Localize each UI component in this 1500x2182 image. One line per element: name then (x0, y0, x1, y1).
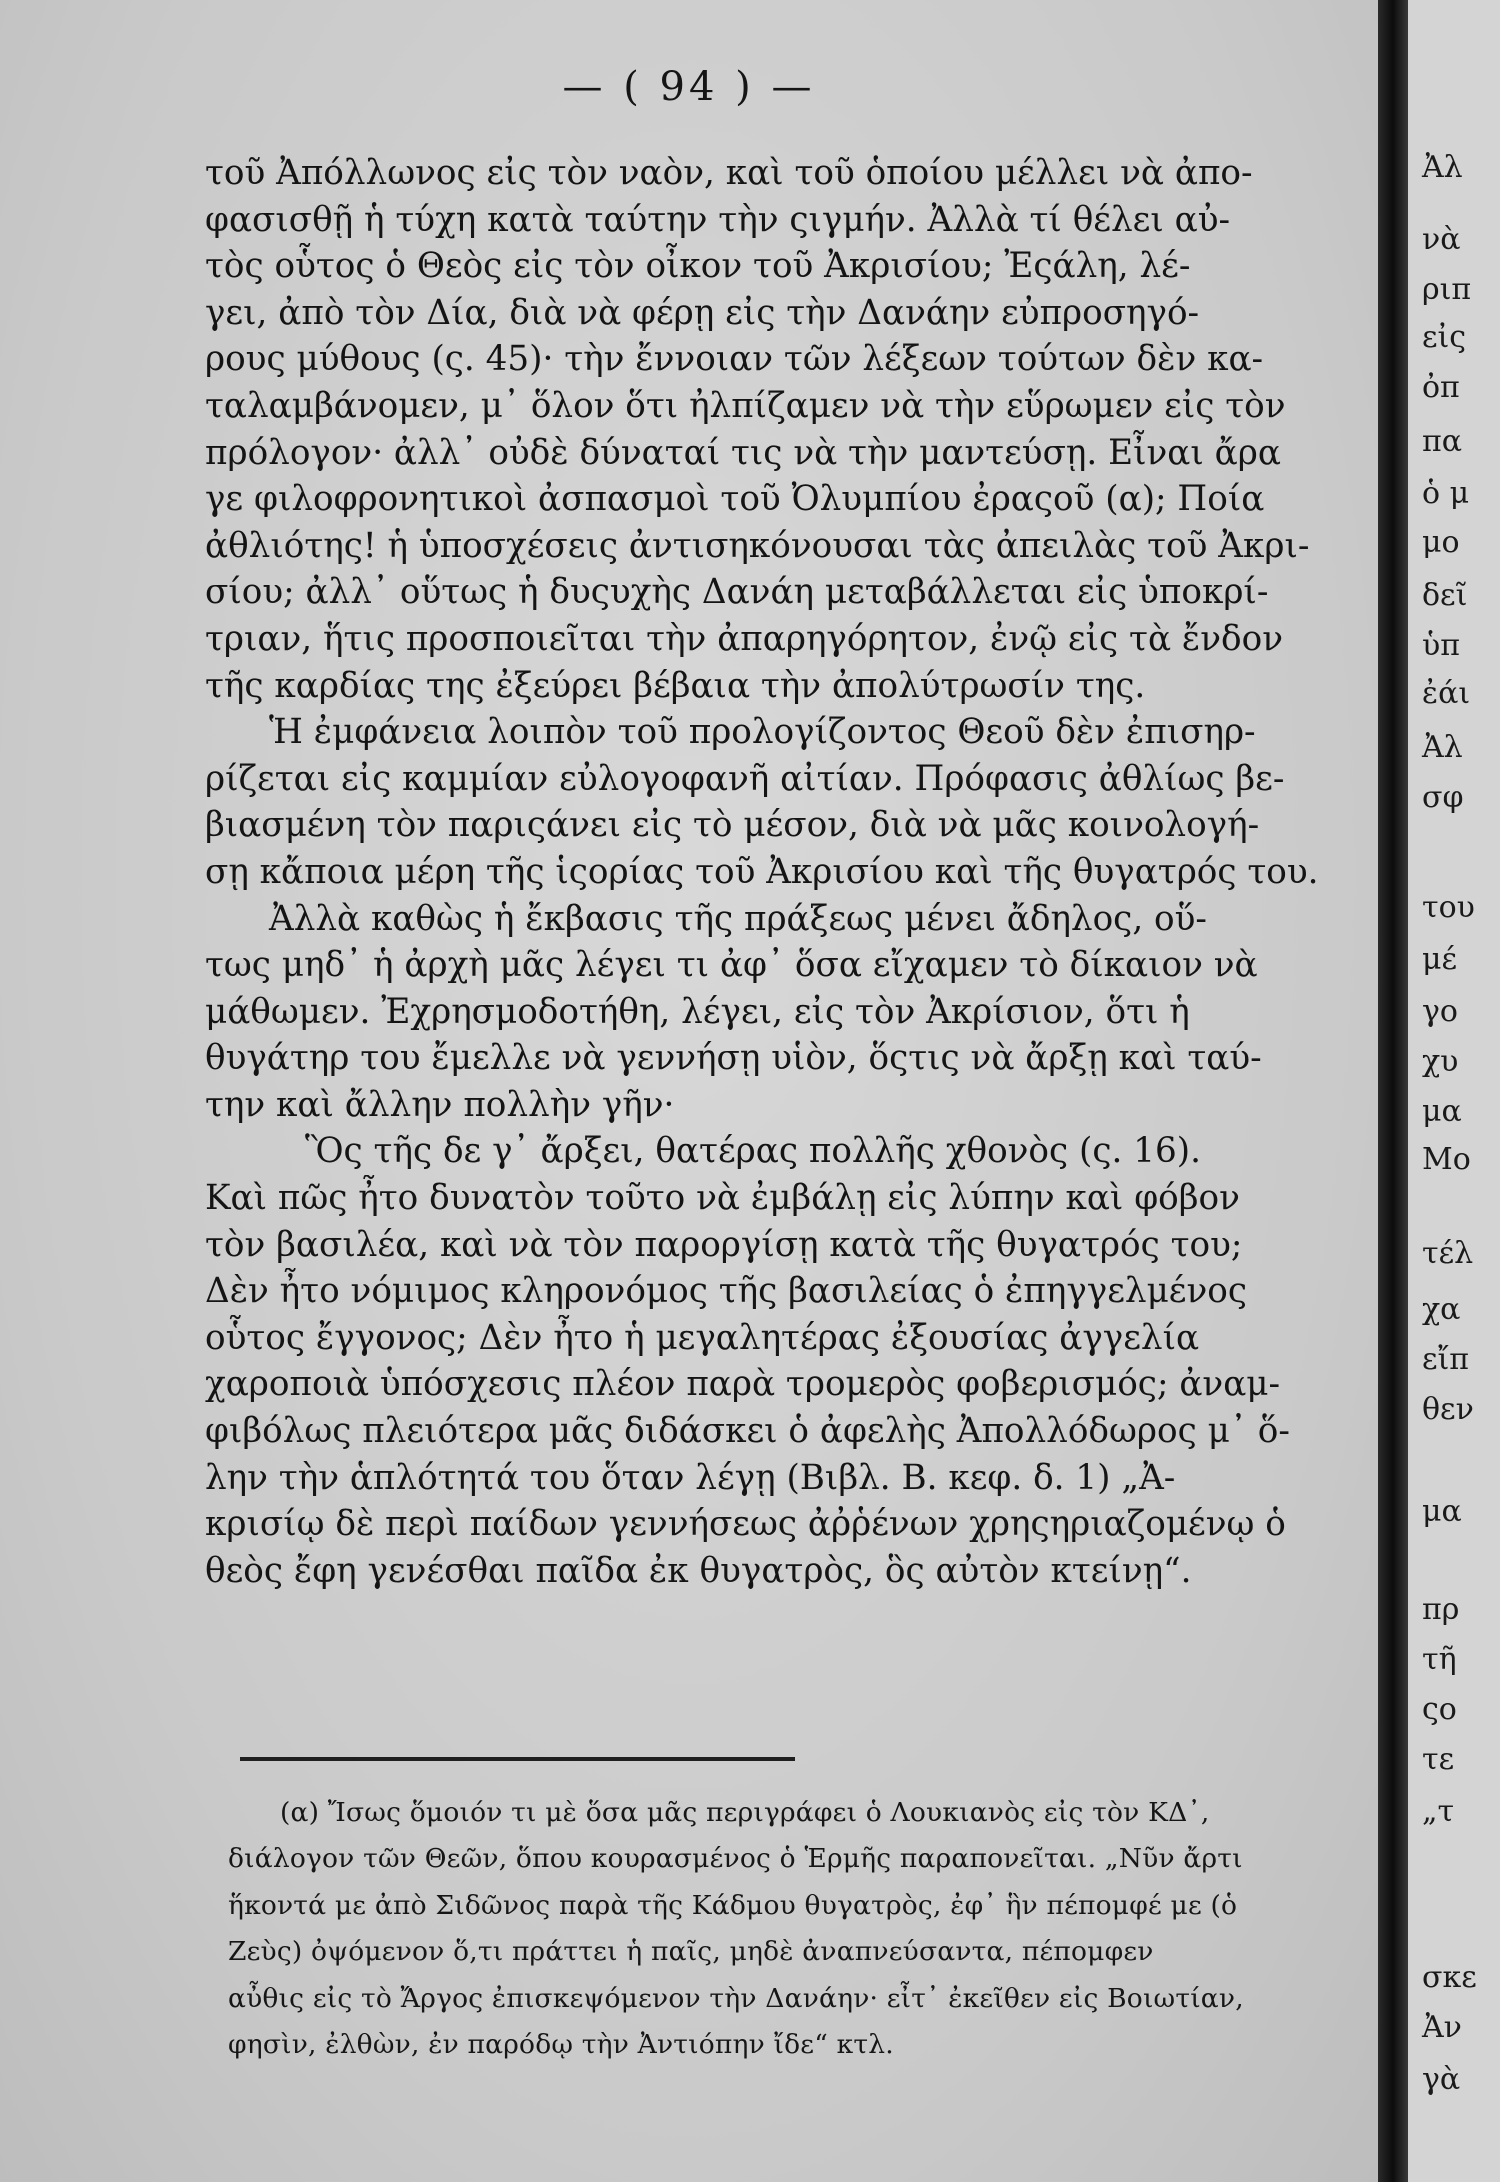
right-page-fragment: Ἀν (1422, 2010, 1462, 2045)
text-line: βιασμένη τὸν παριςάνει εἰς τὸ μέσον, διὰ νὰ μᾶς κοινολογή- (205, 805, 1260, 846)
right-page-edge (1408, 0, 1500, 2182)
text-line: μάθωμεν. Ἐχρησμοδοτήθη, λέγει, εἰς τὸν Ἀκρίσιον, ὅτι ἡ (205, 991, 1190, 1032)
right-page-fragment: ἐάι (1422, 676, 1471, 711)
footnote-block (228, 1790, 1358, 2068)
right-page-fragment: δεῖ (1422, 578, 1468, 613)
text-line: φασισθῇ ἡ τύχη κατὰ ταύτην τὴν ςιγμήν. Ἀλλὰ τί θέλει αὐ- (205, 199, 1231, 240)
right-page-fragment: ὑπ (1422, 628, 1460, 663)
text-line: Δὲν ἦτο νόμιμος κληρονόμος τῆς βασιλείας ὁ ἐπηγγελμένος (205, 1271, 1248, 1312)
text-line: τοῦ Ἀπόλλωνος εἰς τὸν ναὸν, καὶ τοῦ ὁποίου μέλλει νὰ ἀπο- (205, 153, 1253, 193)
text-line: πρόλογον· ἀλλ᾽ οὐδὲ δύναταί τις νὰ τὴν μαντεύσῃ. Εἶναι ἄρα (205, 432, 1281, 473)
right-page-fragment: μα (1422, 1494, 1462, 1529)
footnote-line: (α) Ἴσως ὅμοιόν τι μὲ ὅσα μᾶς περιγράφει ὁ Λουκιανὸς εἰς τὸν ΚΔ᾽, (280, 1797, 1210, 1828)
right-page-fragment: γὰ (1422, 2062, 1461, 2097)
right-page-fragment: Ἀλ (1422, 150, 1463, 185)
text-line: ἀθλιότης! ἡ ὑποσχέσεις ἀντισηκόνουσαι τὰς ἀπειλὰς τοῦ Ἀκρι- (205, 525, 1310, 566)
right-page-fragment: μα (1422, 1094, 1462, 1129)
text-line: ρίζεται εἰς καμμίαν εὐλογοφανῆ αἰτίαν. Πρόφασις ἀθλίως βε- (205, 758, 1285, 799)
right-page-fragment: Μο (1422, 1142, 1471, 1177)
footnote-line: φησὶν, ἐλθὼν, ἐν παρόδῳ τὴν Ἀντιόπην ἴδε“ κτλ. (228, 2029, 894, 2061)
footnote-line: διάλογον τῶν Θεῶν, ὅπου κουρασμένος ὁ Ἑρμῆς παραπονεῖται. „Νῦν ἄρτι (228, 1843, 1243, 1875)
text-line: θυγάτηρ του ἔμελλε νὰ γεννήσῃ υἱὸν, ὅςτις νὰ ἄρξῃ καὶ ταύ- (205, 1038, 1262, 1079)
text-line: τριαν, ἥτις προσποιεῖται τὴν ἀπαρηγόρητον, ἐνῷ εἰς τὰ ἔνδον (205, 618, 1283, 659)
right-page-fragment: τε (1422, 1742, 1455, 1777)
text-line: φιβόλως πλειότερα μᾶς διδάσκει ὁ ἀφελὴς Ἀπολλόδωρος μ᾽ ὅ- (205, 1411, 1290, 1452)
right-page-fragment: χα (1422, 1292, 1461, 1327)
footnote-line: ἥκοντά με ἀπὸ Σιδῶνος παρὰ τῆς Κάδμου θυγατρὸς, ἐφ᾽ ἣν πέπομφέ με (ὁ (228, 1889, 1238, 1921)
footnote-divider (240, 1757, 795, 1761)
text-line: οὗτος ἔγγονος; Δὲν ἦτο ἡ μεγαλητέρας ἐξουσίας ἀγγελία (205, 1317, 1200, 1358)
right-page-fragment: νὰ (1422, 222, 1461, 257)
right-page-fragment: ὀπ (1422, 370, 1460, 405)
text-line: λην τὴν ἁπλότητά του ὅταν λέγῃ (Βιβλ. Β. κεφ. δ. 1) „Ἀ- (205, 1457, 1176, 1498)
text-line: γει, ἀπὸ τὸν Δία, διὰ νὰ φέρῃ εἰς τὴν Δανάην εὐπροσηγό- (205, 292, 1200, 333)
main-text-block (205, 150, 1345, 1594)
footnote-line: αὖθις εἰς τὸ Ἄργος ἐπισκεψόμενον τὴν Δανάην· εἶτ᾽ ἐκεῖθεν εἰς Βοιωτίαν, (228, 1982, 1244, 2014)
right-page-fragment: ριπ (1422, 272, 1472, 307)
text-line: κρισίῳ δὲ περὶ παίδων γεννήσεως ἀῤῥένων χρηςηριαζομένῳ ὁ (205, 1504, 1286, 1545)
right-page-fragment: εἰς (1422, 320, 1467, 355)
right-page-fragment: πα (1422, 424, 1462, 459)
text-line: Ἀλλὰ καθὼς ἡ ἔκβασις τῆς πράξεως μένει ἄδηλος, οὕ- (269, 898, 1207, 939)
footnote-line: Ζεὺς) ὀψόμενον ὅ,τι πράττει ἡ παῖς, μηδὲ ἀναπνεύσαντα, πέπομφεν (228, 1936, 1154, 1968)
right-page-fragment: θεν (1422, 1392, 1474, 1427)
right-page-fragment: χυ (1422, 1044, 1459, 1079)
right-page-fragment: τέλ (1422, 1236, 1474, 1271)
text-line: τῆς καρδίας της ἐξεύρει βέβαια τὴν ἀπολύτρωσίν της. (205, 665, 1146, 706)
right-page-fragment: μο (1422, 525, 1460, 560)
page-number: — ( 94 ) — (562, 64, 816, 110)
book-spine-gutter (1378, 0, 1408, 2182)
text-line: χαροποιὰ ὑπόσχεσις πλέον παρὰ τρομερὸς φοβερισμός; ἀναμ- (205, 1364, 1281, 1405)
right-page-fragment: ὁ μ (1422, 476, 1470, 511)
text-line: τὸς οὗτος ὁ Θεὸς εἰς τὸν οἶκον τοῦ Ἀκρισίου; Ἐςάλη, λέ- (205, 246, 1191, 287)
text-line: σίου; ἀλλ᾽ οὕτως ἡ δυςυχὴς Δανάη μεταβάλλεται εἰς ὑποκρί- (205, 572, 1269, 613)
text-line: γε φιλοφρονητικοὶ ἀσπασμοὶ τοῦ Ὀλυμπίου ἐραςοῦ (α); Ποία (205, 479, 1265, 520)
text-line: ταλαμβάνομεν, μ᾽ ὅλον ὅτι ἠλπίζαμεν νὰ τὴν εὕρωμεν εἰς τὸν (205, 385, 1286, 426)
right-page-fragment: πρ (1422, 1592, 1460, 1627)
right-page-fragment: τῆ (1422, 1642, 1457, 1677)
text-line: τως μηδ᾽ ἡ ἀρχὴ μᾶς λέγει τι ἀφ᾽ ὅσα εἴχαμεν τὸ δίκαιον νὰ (205, 945, 1258, 986)
right-page-fragment: ςο (1422, 1692, 1457, 1727)
quoted-verse-line: Ὃς τῆς δε γ᾽ ἄρξει, θατέρας πολλῆς χθονὸς (ς. 16). (305, 1131, 1201, 1172)
text-line: Ἡ ἐμφάνεια λοιπὸν τοῦ προλογίζοντος Θεοῦ δὲν ἐπισηρ- (269, 712, 1256, 753)
right-page-fragment: σκε (1422, 1960, 1477, 1995)
text-line: την καὶ ἄλλην πολλὴν γῆν· (205, 1084, 675, 1125)
right-page-fragment: „τ (1422, 1794, 1455, 1829)
right-page-fragment: μέ (1422, 942, 1458, 977)
right-page-fragment: γο (1422, 994, 1458, 1029)
text-line: Καὶ πῶς ἦτο δυνατὸν τοῦτο νὰ ἐμβάλῃ εἰς λύπην καὶ φόβον (205, 1178, 1240, 1219)
right-page-fragment: εἴπ (1422, 1342, 1470, 1377)
right-page-fragment: του (1422, 890, 1475, 925)
text-line: τὸν βασιλέα, καὶ νὰ τὸν παροργίσῃ κατὰ τῆς θυγατρός του; (205, 1224, 1243, 1265)
text-line: θεὸς ἔφη γενέσθαι παῖδα ἐκ θυγατρὸς, ὃς αὐτὸν κτείνῃ“. (205, 1550, 1192, 1591)
right-page-fragment: Ἀλ (1422, 730, 1463, 765)
right-page-fragment: σφ (1422, 780, 1464, 815)
text-line: ρους μύθους (ς. 45)· τὴν ἔννοιαν τῶν λέξεων τούτων δὲν κα- (205, 339, 1264, 380)
text-line: σῃ κἄποια μέρη τῆς ἱςορίας τοῦ Ἀκρισίου καὶ τῆς θυγατρός του. (205, 851, 1319, 892)
